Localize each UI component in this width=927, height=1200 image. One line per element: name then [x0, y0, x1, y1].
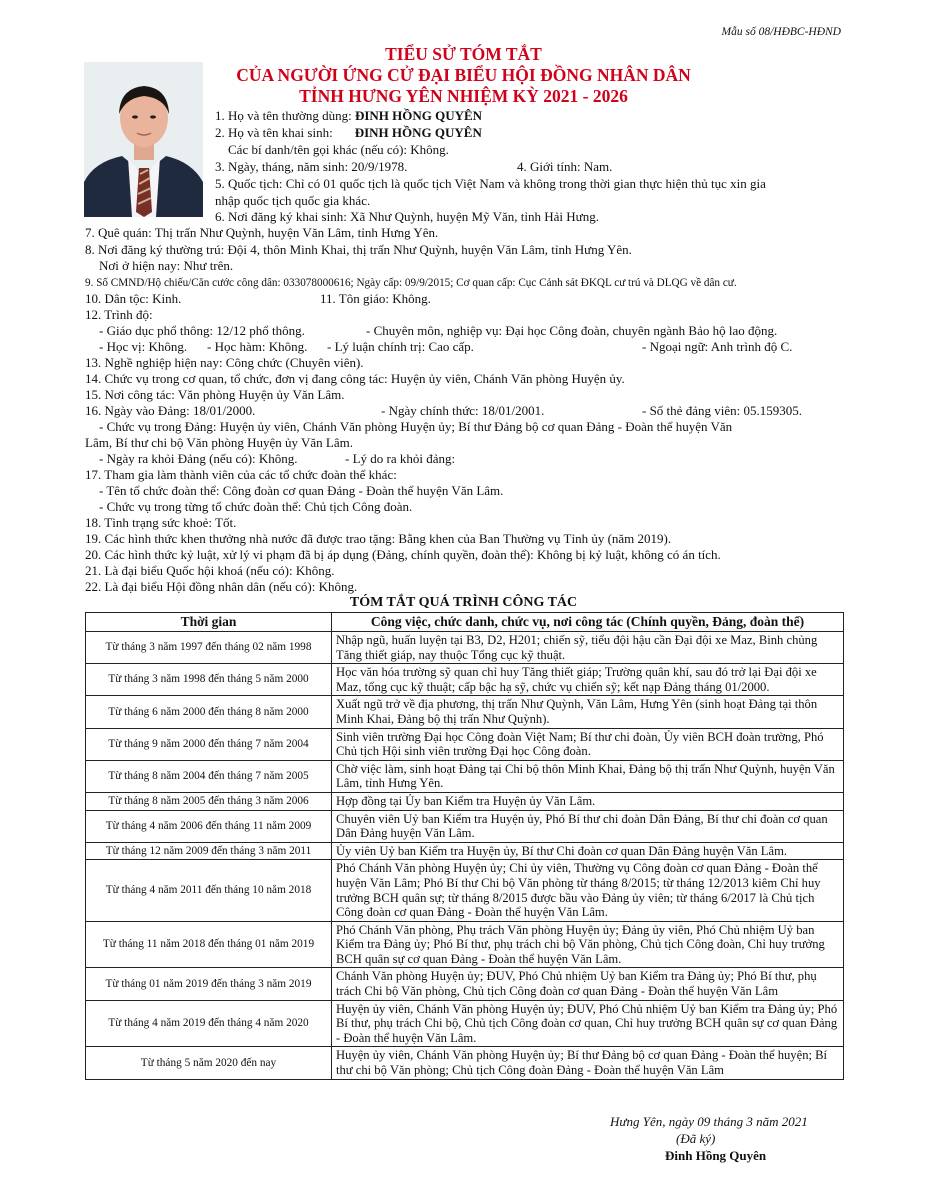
- bio-discipline: 20. Các hình thức kỷ luật, xử lý vi phạm đã bị áp dụng (Đảng, chính quyền, đoàn thể): Không bị kỷ luật, không có án tích.: [85, 547, 721, 562]
- bio-political-theory: - Lý luận chính trị: Cao cấp.: [327, 339, 474, 354]
- table-row: [86, 792, 844, 810]
- table-row: [86, 632, 844, 664]
- table-row: [86, 760, 844, 792]
- bio-position: 14. Chức vụ trong cơ quan, tổ chức, đơn vị đang công tác: Huyện ủy viên, Chánh Văn phòng Huyện ủy.: [85, 371, 625, 386]
- bio-birth-name: 2. Họ và tên khai sinh: ĐINH HỒNG QUYÊN: [215, 125, 482, 140]
- table-row: [86, 968, 844, 1000]
- bio-party-official-date: - Ngày chính thức: 18/01/2001.: [381, 403, 545, 418]
- table-row: [86, 810, 844, 842]
- table-row: [86, 860, 844, 921]
- bio-hometown: 7. Quê quán: Thị trấn Như Quỳnh, huyện Văn Lâm, tỉnh Hưng Yên.: [85, 225, 439, 240]
- row-description: Xuất ngũ trở về địa phương, thị trấn Như Quỳnh, Văn Lâm, Hưng Yên (sinh hoạt Đảng tại thôn Minh Khai, Đảng bộ thị trấn Như Quỳnh).: [332, 696, 844, 728]
- row-time: Từ tháng 11 năm 2018 đến tháng 01 năm 2019: [86, 921, 332, 968]
- common-name-value: ĐINH HỒNG QUYÊN: [354, 108, 483, 123]
- table-row: [86, 664, 844, 696]
- bio-party-join-date: 16. Ngày vào Đảng: 18/01/2000. - Ngày chính thức: 18/01/2001. - Số thẻ đảng viên: 05.159305.: [85, 403, 802, 418]
- table-row: [86, 921, 844, 968]
- bio-education-heading: 12. Trình độ:: [85, 307, 153, 322]
- bio-common-name: 1. Họ và tên thường dùng: ĐINH HỒNG QUYÊN: [215, 108, 483, 123]
- bio-ethnicity: 10. Dân tộc: Kinh. 11. Tôn giáo: Không.: [85, 291, 431, 306]
- bio-peoples-council: 22. Là đại biểu Hội đồng nhân dân (nếu có): Không.: [85, 579, 358, 594]
- birth-name-value: ĐINH HỒNG QUYÊN: [354, 125, 482, 140]
- row-time: Từ tháng 12 năm 2009 đến tháng 3 năm 2011: [86, 842, 332, 860]
- bio-organization-name: - Tên tổ chức đoàn thể: Công đoàn cơ quan Đảng - Đoàn thể huyện Văn Lâm.: [99, 483, 504, 498]
- bio-id-card: 9. Số CMND/Hộ chiếu/Căn cước công dân: 033078000616; Ngày cấp: 09/9/2015; Cơ quan cấp: Cục Cảnh sát ĐKQL cư trú và DLQG về dân cư.: [85, 277, 737, 289]
- bio-general-education: - Giáo dục phổ thông: 12/12 phổ thông. - Chuyên môn, nghiệp vụ: Đại học Công đoàn, chuyên ngành Bảo hộ lao động.: [99, 323, 778, 338]
- bio-birth-date: 3. Ngày, tháng, năm sinh: 20/9/1978. 4. Giới tính: Nam.: [215, 159, 613, 174]
- bio-party-position-cont: Lâm, Bí thư chi bộ Văn phòng Huyện ủy Văn Lâm.: [85, 435, 353, 450]
- row-time: Từ tháng 4 năm 2006 đến tháng 11 năm 2009: [86, 810, 332, 842]
- bio-organization-role: - Chức vụ trong từng tổ chức đoàn thể: Chủ tịch Công đoàn.: [99, 499, 413, 514]
- title-line-2: CỦA NGƯỜI ỨNG CỬ ĐẠI BIỂU HỘI ĐỒNG NHÂN DÂN: [236, 65, 691, 85]
- row-time: Từ tháng 4 năm 2019 đến tháng 4 năm 2020: [86, 1000, 332, 1047]
- bio-occupation: 13. Nghề nghiệp hiện nay: Công chức (Chuyên viên).: [85, 355, 364, 370]
- row-time: Từ tháng 3 năm 1997 đến tháng 02 năm 1998: [86, 632, 332, 664]
- candidate-portrait: [84, 62, 203, 217]
- bio-religion: 11. Tôn giáo: Không.: [320, 291, 431, 306]
- bio-nationality-cont: nhập quốc tịch quốc gia khác.: [215, 193, 371, 208]
- row-description: Nhập ngũ, huấn luyện tại B3, D2, H201; chiến sỹ, tiểu đội hậu cần Đại đội xe Maz, Binh chủng Tăng thiết giáp, nay thuộc Tổng cục kỹ thuật.: [332, 632, 844, 664]
- title-line-1: TIỂU SỬ TÓM TẮT: [385, 44, 542, 64]
- row-time: Từ tháng 4 năm 2011 đến tháng 10 năm 2018: [86, 860, 332, 921]
- bio-permanent-residence: 8. Nơi đăng ký thường trú: Đội 4, thôn Minh Khai, thị trấn Như Quỳnh, huyện Văn Lâm, tỉnh Hưng Yên.: [85, 242, 632, 257]
- row-time: Từ tháng 8 năm 2005 đến tháng 3 năm 2006: [86, 792, 332, 810]
- row-description: Phó Chánh Văn phòng, Phụ trách Văn phòng Huyện ủy; Đảng ủy viên, Phó Chủ nhiệm Uỷ ban Kiểm tra Đảng ủy; Phó Bí thư, phụ trách chi bộ Văn phòng, Chủ tịch Công đoàn, Chỉ huy trưởng BCH quân sự cơ quan Đảng - Đoàn thể huyện Văn Lâm.: [332, 921, 844, 968]
- bio-organizations: 17. Tham gia làm thành viên của các tổ chức đoàn thể khác:: [85, 467, 397, 482]
- bio-national-assembly: 21. Là đại biểu Quốc hội khoá (nếu có): Không.: [85, 563, 335, 578]
- row-time: Từ tháng 01 năm 2019 đến tháng 3 năm 2019: [86, 968, 332, 1000]
- bio-health: 18. Tình trạng sức khoẻ: Tốt.: [85, 515, 237, 530]
- header-time: Thời gian: [86, 613, 332, 632]
- row-description: Chuyên viên Uỷ ban Kiểm tra Huyện ủy, Phó Bí thư chi đoàn Dân Đảng, Bí thư chi đoàn cơ quan Dân Đảng huyện Văn Lâm.: [332, 810, 844, 842]
- bio-academic-title: - Học hàm: Không.: [207, 339, 308, 354]
- row-description: Chánh Văn phòng Huyện ủy; ĐUV, Phó Chủ nhiệm Uỷ ban Kiểm tra Đảng ủy; Phó Bí thư, phụ trách Chi bộ Văn phòng, Chủ tịch Công đoàn cơ quan Đảng - Đoàn thể huyện Văn Lâm: [332, 968, 844, 1000]
- work-history-table: [85, 612, 844, 1080]
- header-description: Công việc, chức danh, chức vụ, nơi công tác (Chính quyền, Đảng, đoàn thể): [332, 613, 844, 632]
- table-row: [86, 728, 844, 760]
- bio-party-position: - Chức vụ trong Đảng: Huyện ủy viên, Chánh Văn phòng Huyện ủy; Bí thư Đảng bộ cơ quan Đảng - Đoàn thể huyện Văn: [99, 419, 733, 434]
- row-description: Phó Chánh Văn phòng Huyện ủy; Chi ủy viên, Thường vụ Công đoàn cơ quan Đảng - Đoàn thể huyện Văn Lâm; Phó Bí thư Chi bộ Văn phòng từ tháng 8/2015; từ tháng 12/2013 kiêm Chỉ huy trưởng BCH quân sự; từ tháng 8/2015 được bầu vào Đảng ủy viên; từ tháng 6/2017 là Chủ tịch Công đoàn cơ quan Đảng - Đoàn thể huyện Văn Lâm.: [332, 860, 844, 921]
- row-description: Hợp đồng tại Ủy ban Kiểm tra Huyện ủy Văn Lâm.: [332, 792, 844, 810]
- table-row: [86, 1000, 844, 1047]
- signed-note: (Đã ký): [676, 1131, 716, 1146]
- bio-foreign-language: - Ngoại ngữ: Anh trình độ C.: [642, 339, 793, 354]
- work-history-title: TÓM TẮT QUÁ TRÌNH CÔNG TÁC: [349, 595, 578, 610]
- signer-name: Đinh Hồng Quyên: [665, 1148, 767, 1163]
- row-time: Từ tháng 3 năm 1998 đến tháng 5 năm 2000: [86, 664, 332, 696]
- place-and-date: Hưng Yên, ngày 09 tháng 3 năm 2021: [610, 1114, 808, 1129]
- bio-degrees: - Học vị: Không. - Học hàm: Không. - Lý luận chính trị: Cao cấp. - Ngoại ngữ: Anh trình độ C.: [99, 339, 793, 354]
- portrait-image: [84, 62, 203, 217]
- bio-party-card-number: - Số thẻ đảng viên: 05.159305.: [642, 403, 802, 418]
- row-description: Ủy viên Uỷ ban Kiểm tra Huyện ủy, Bí thư Chi đoàn cơ quan Dân Đảng huyện Văn Lâm.: [332, 842, 844, 860]
- table-row: [86, 1047, 844, 1079]
- bio-current-residence: Nơi ở hiện nay: Như trên.: [99, 258, 234, 273]
- row-description: Chờ việc làm, sinh hoạt Đảng tại Chi bộ thôn Minh Khai, Đảng bộ thị trấn Như Quỳnh, huyện Văn Lâm, tỉnh Hưng Yên.: [332, 760, 844, 792]
- bio-workplace: 15. Nơi công tác: Văn phòng Huyện ủy Văn Lâm.: [85, 387, 345, 402]
- bio-gender: 4. Giới tính: Nam.: [517, 159, 613, 174]
- row-time: Từ tháng 5 năm 2020 đến nay: [86, 1047, 332, 1079]
- bio-profession: - Chuyên môn, nghiệp vụ: Đại học Công đoàn, chuyên ngành Bảo hộ lao động.: [366, 323, 778, 338]
- form-number: Mẫu số 08/HĐBC-HĐND: [721, 26, 841, 38]
- row-time: Từ tháng 6 năm 2000 đến tháng 8 năm 2000: [86, 696, 332, 728]
- table-row: [86, 842, 844, 860]
- title-line-3: TỈNH HƯNG YÊN NHIỆM KỲ 2021 - 2026: [299, 86, 628, 106]
- bio-party-leave-reason: - Lý do ra khỏi đảng:: [345, 451, 456, 466]
- row-time: Từ tháng 8 năm 2004 đến tháng 7 năm 2005: [86, 760, 332, 792]
- table-header-row: [86, 613, 844, 632]
- bio-party-leave-date: - Ngày ra khỏi Đảng (nếu có): Không. - Lý do ra khỏi đảng:: [99, 451, 456, 466]
- bio-birth-registration: 6. Nơi đăng ký khai sinh: Xã Như Quỳnh, huyện Mỹ Văn, tỉnh Hải Hưng.: [215, 209, 599, 224]
- row-time: Từ tháng 9 năm 2000 đến tháng 7 năm 2004: [86, 728, 332, 760]
- bio-awards: 19. Các hình thức khen thưởng nhà nước đã được trao tặng: Bằng khen của Ban Thường vụ Tỉnh ủy (năm 2019).: [85, 531, 672, 546]
- row-description: Học văn hóa trường sỹ quan chỉ huy Tăng thiết giáp; Trường quân khí, sau đó trở lại Đại đội xe Maz, tổng cục kỹ thuật; cấp bậc hạ sỹ, chức vụ chiến sỹ; kết nạp Đảng tháng 01/2000.: [332, 664, 844, 696]
- row-description: Sinh viên trường Đại học Công đoàn Việt Nam; Bí thư chi đoàn, Ủy viên BCH đoàn trường, Phó Chủ tịch Hội sinh viên trường Đại học Công đoàn.: [332, 728, 844, 760]
- table-row: [86, 696, 844, 728]
- row-description: Huyện ủy viên, Chánh Văn phòng Huyện ủy; ĐUV, Phó Chủ nhiệm Uỷ ban Kiểm tra Đảng ủy; Phó Bí thư, phụ trách Chi bộ, Chủ tịch Công đoàn cơ quan, Chỉ huy trưởng BCH quân sự cơ quan Đảng - Đoàn thể huyện Văn Lâm.: [332, 1000, 844, 1047]
- bio-aliases: Các bí danh/tên gọi khác (nếu có): Không.: [228, 142, 449, 157]
- bio-nationality: 5. Quốc tịch: Chỉ có 01 quốc tịch là quốc tịch Việt Nam và không trong thời gian thực hiện thủ tục xin gia: [215, 176, 766, 191]
- row-description: Huyện ủy viên, Chánh Văn phòng Huyện ủy; Bí thư Đảng bộ cơ quan Đảng - Đoàn thể huyện; Bí thư chi bộ Văn phòng; Chủ tịch Công đoàn Đảng - Đoàn thể huyện Văn Lâm: [332, 1047, 844, 1079]
